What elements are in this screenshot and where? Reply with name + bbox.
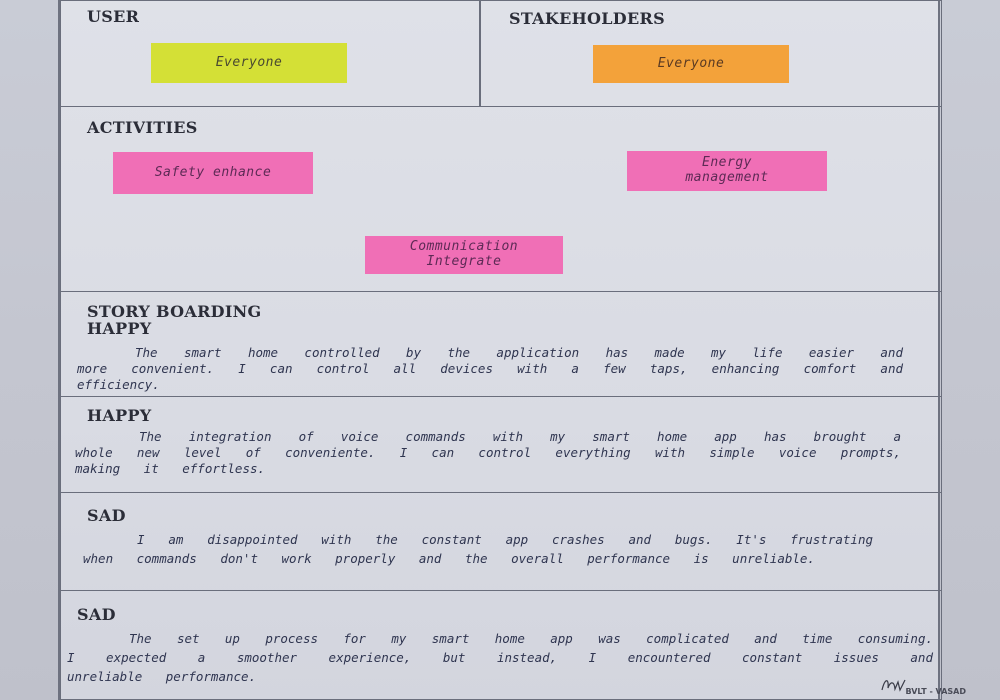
story-mood-label: HAPPY bbox=[87, 319, 152, 338]
activities-cell bbox=[60, 106, 942, 292]
activities-heading: ACTIVITIES bbox=[87, 118, 198, 137]
user-cell bbox=[60, 0, 480, 107]
story-mood-label: SAD bbox=[77, 605, 116, 624]
signature-mark-icon bbox=[880, 676, 908, 694]
story-happy-1-cell bbox=[60, 291, 942, 397]
stakeholders-cell bbox=[480, 0, 942, 107]
story-happy-2-cell bbox=[60, 396, 942, 493]
worksheet bbox=[58, 0, 940, 700]
story-sad-1-cell bbox=[60, 492, 942, 591]
user-heading: USER bbox=[87, 7, 140, 26]
activity-note-energy: Energy management bbox=[627, 151, 827, 191]
story-mood-label: SAD bbox=[87, 506, 126, 525]
stakeholders-sticky-note: Everyone bbox=[593, 45, 789, 83]
storyboarding-heading: STORY BOARDING bbox=[87, 302, 262, 321]
story-sad-2-cell bbox=[60, 590, 942, 700]
activity-note-communication: Communication Integrate bbox=[365, 236, 563, 274]
activity-note-safety: Safety enhance bbox=[113, 152, 313, 194]
story-text: The smart home controlled by the application has made my life easier and more convenient. I can control all devices with a few taps, enhancing comfort and efficiency. bbox=[77, 345, 903, 392]
story-text: The set up process for my smart home app was complicated and time consuming. I expected a smoother experience, but instead, I encountered constant issues and unreliable performance. bbox=[67, 631, 933, 684]
story-text: I am disappointed with the constant app crashes and bugs. It's frustrating when commands don't work properly and the overall performance is unreliable. bbox=[83, 532, 873, 566]
user-sticky-note: Everyone bbox=[151, 43, 347, 83]
story-mood-label: HAPPY bbox=[87, 406, 152, 425]
footer-stamp: BVLT - VASAD bbox=[905, 687, 966, 696]
story-text: The integration of voice commands with my smart home app has brought a whole new level of conveniente. I can control everything with simple voice prompts, making it effortless. bbox=[75, 429, 901, 476]
stakeholders-heading: STAKEHOLDERS bbox=[509, 9, 665, 28]
